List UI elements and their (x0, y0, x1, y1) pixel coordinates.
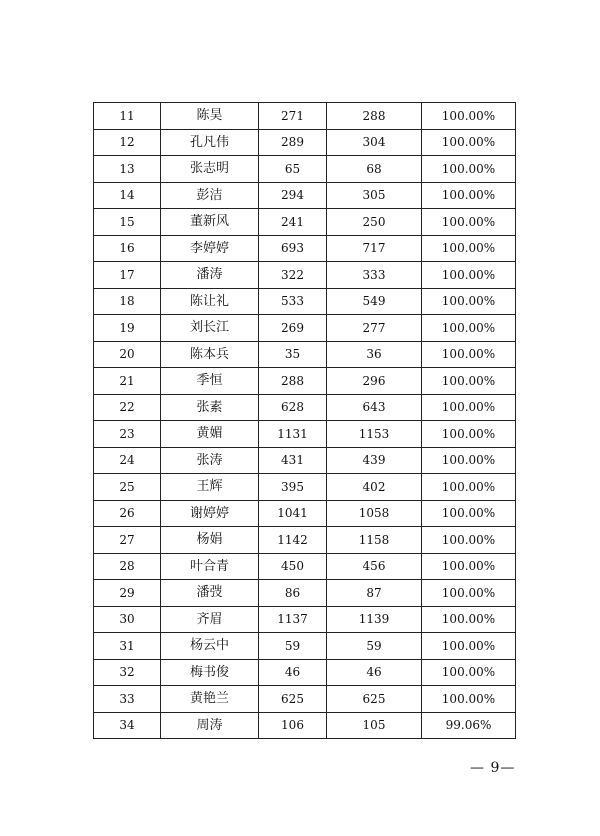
table-row (94, 659, 516, 686)
cell-number: 17 (94, 262, 161, 289)
cell-value-a: 59 (259, 633, 327, 660)
table-row (94, 182, 516, 209)
cell-value-b: 1058 (327, 500, 422, 527)
cell-percentage: 100.00% (422, 527, 516, 554)
cell-percentage: 100.00% (422, 341, 516, 368)
table-row (94, 500, 516, 527)
cell-number: 11 (94, 103, 161, 130)
cell-value-b: 36 (327, 341, 422, 368)
cell-percentage: 100.00% (422, 156, 516, 183)
table-row (94, 474, 516, 501)
table-row (94, 686, 516, 713)
cell-percentage: 100.00% (422, 103, 516, 130)
cell-value-a: 294 (259, 182, 327, 209)
cell-value-b: 717 (327, 235, 422, 262)
cell-name: 陈昊 (161, 103, 259, 130)
cell-value-a: 271 (259, 103, 327, 130)
cell-value-a: 625 (259, 686, 327, 713)
cell-value-a: 46 (259, 659, 327, 686)
cell-name: 黄艳兰 (161, 686, 259, 713)
cell-value-a: 1137 (259, 606, 327, 633)
cell-number: 15 (94, 209, 161, 236)
cell-value-b: 296 (327, 368, 422, 395)
cell-number: 30 (94, 606, 161, 633)
cell-value-b: 456 (327, 553, 422, 580)
cell-number: 31 (94, 633, 161, 660)
cell-number: 29 (94, 580, 161, 607)
cell-value-b: 643 (327, 394, 422, 421)
cell-name: 王辉 (161, 474, 259, 501)
table-row (94, 421, 516, 448)
cell-value-b: 1139 (327, 606, 422, 633)
cell-percentage: 100.00% (422, 129, 516, 156)
table-row (94, 527, 516, 554)
cell-name: 黄媚 (161, 421, 259, 448)
cell-percentage: 100.00% (422, 421, 516, 448)
table-row (94, 633, 516, 660)
cell-percentage: 100.00% (422, 553, 516, 580)
table-row (94, 606, 516, 633)
cell-number: 19 (94, 315, 161, 342)
cell-name: 董新风 (161, 209, 259, 236)
cell-name: 梅书俊 (161, 659, 259, 686)
cell-percentage: 99.06% (422, 712, 516, 739)
cell-name: 孔凡伟 (161, 129, 259, 156)
cell-percentage: 100.00% (422, 686, 516, 713)
cell-name: 杨娟 (161, 527, 259, 554)
cell-name: 杨云中 (161, 633, 259, 660)
cell-number: 28 (94, 553, 161, 580)
cell-value-a: 431 (259, 447, 327, 474)
cell-value-a: 628 (259, 394, 327, 421)
cell-name: 潘涛 (161, 262, 259, 289)
cell-number: 18 (94, 288, 161, 315)
cell-value-b: 549 (327, 288, 422, 315)
cell-number: 25 (94, 474, 161, 501)
cell-percentage: 100.00% (422, 235, 516, 262)
cell-value-a: 35 (259, 341, 327, 368)
cell-value-a: 693 (259, 235, 327, 262)
cell-number: 33 (94, 686, 161, 713)
table-row (94, 129, 516, 156)
cell-value-a: 1041 (259, 500, 327, 527)
cell-value-b: 1153 (327, 421, 422, 448)
cell-name: 叶合青 (161, 553, 259, 580)
cell-name: 潘弢 (161, 580, 259, 607)
cell-percentage: 100.00% (422, 262, 516, 289)
page-number: — 9— (470, 760, 516, 776)
cell-name: 张素 (161, 394, 259, 421)
cell-percentage: 100.00% (422, 633, 516, 660)
cell-percentage: 100.00% (422, 447, 516, 474)
cell-number: 24 (94, 447, 161, 474)
cell-name: 季恒 (161, 368, 259, 395)
cell-value-a: 322 (259, 262, 327, 289)
cell-value-b: 59 (327, 633, 422, 660)
cell-value-a: 65 (259, 156, 327, 183)
cell-number: 34 (94, 712, 161, 739)
cell-value-b: 105 (327, 712, 422, 739)
cell-number: 32 (94, 659, 161, 686)
cell-percentage: 100.00% (422, 474, 516, 501)
cell-value-b: 68 (327, 156, 422, 183)
table-row (94, 341, 516, 368)
cell-percentage: 100.00% (422, 288, 516, 315)
cell-value-a: 289 (259, 129, 327, 156)
cell-name: 张志明 (161, 156, 259, 183)
cell-value-b: 1158 (327, 527, 422, 554)
cell-percentage: 100.00% (422, 500, 516, 527)
cell-number: 26 (94, 500, 161, 527)
cell-name: 齐眉 (161, 606, 259, 633)
cell-number: 16 (94, 235, 161, 262)
cell-value-b: 439 (327, 447, 422, 474)
cell-value-b: 305 (327, 182, 422, 209)
cell-value-b: 46 (327, 659, 422, 686)
cell-value-a: 288 (259, 368, 327, 395)
table-row (94, 712, 516, 739)
cell-value-a: 241 (259, 209, 327, 236)
cell-number: 22 (94, 394, 161, 421)
data-table (93, 102, 516, 739)
table-row (94, 368, 516, 395)
table-row (94, 553, 516, 580)
cell-value-a: 1142 (259, 527, 327, 554)
cell-value-a: 450 (259, 553, 327, 580)
table-row (94, 394, 516, 421)
cell-name: 谢婷婷 (161, 500, 259, 527)
cell-value-a: 533 (259, 288, 327, 315)
cell-number: 20 (94, 341, 161, 368)
cell-name: 李婷婷 (161, 235, 259, 262)
cell-value-b: 87 (327, 580, 422, 607)
table-row (94, 262, 516, 289)
cell-number: 23 (94, 421, 161, 448)
cell-name: 张涛 (161, 447, 259, 474)
cell-percentage: 100.00% (422, 368, 516, 395)
table-body (94, 103, 516, 739)
cell-percentage: 100.00% (422, 606, 516, 633)
cell-value-a: 106 (259, 712, 327, 739)
cell-percentage: 100.00% (422, 182, 516, 209)
table-row (94, 288, 516, 315)
table-row (94, 209, 516, 236)
cell-value-b: 277 (327, 315, 422, 342)
cell-value-a: 86 (259, 580, 327, 607)
cell-percentage: 100.00% (422, 209, 516, 236)
cell-value-b: 625 (327, 686, 422, 713)
cell-number: 12 (94, 129, 161, 156)
table-row (94, 580, 516, 607)
table-row (94, 156, 516, 183)
cell-percentage: 100.00% (422, 659, 516, 686)
cell-value-b: 304 (327, 129, 422, 156)
cell-value-a: 395 (259, 474, 327, 501)
cell-value-b: 333 (327, 262, 422, 289)
cell-name: 彭洁 (161, 182, 259, 209)
table-row (94, 103, 516, 130)
cell-value-b: 288 (327, 103, 422, 130)
cell-percentage: 100.00% (422, 394, 516, 421)
cell-value-b: 250 (327, 209, 422, 236)
cell-value-a: 1131 (259, 421, 327, 448)
cell-value-a: 269 (259, 315, 327, 342)
table-row (94, 235, 516, 262)
cell-name: 陈让礼 (161, 288, 259, 315)
cell-percentage: 100.00% (422, 580, 516, 607)
cell-name: 刘长江 (161, 315, 259, 342)
cell-percentage: 100.00% (422, 315, 516, 342)
table-row (94, 315, 516, 342)
table-row (94, 447, 516, 474)
cell-number: 14 (94, 182, 161, 209)
cell-name: 陈本兵 (161, 341, 259, 368)
cell-name: 周涛 (161, 712, 259, 739)
cell-number: 27 (94, 527, 161, 554)
cell-number: 13 (94, 156, 161, 183)
cell-value-b: 402 (327, 474, 422, 501)
cell-number: 21 (94, 368, 161, 395)
